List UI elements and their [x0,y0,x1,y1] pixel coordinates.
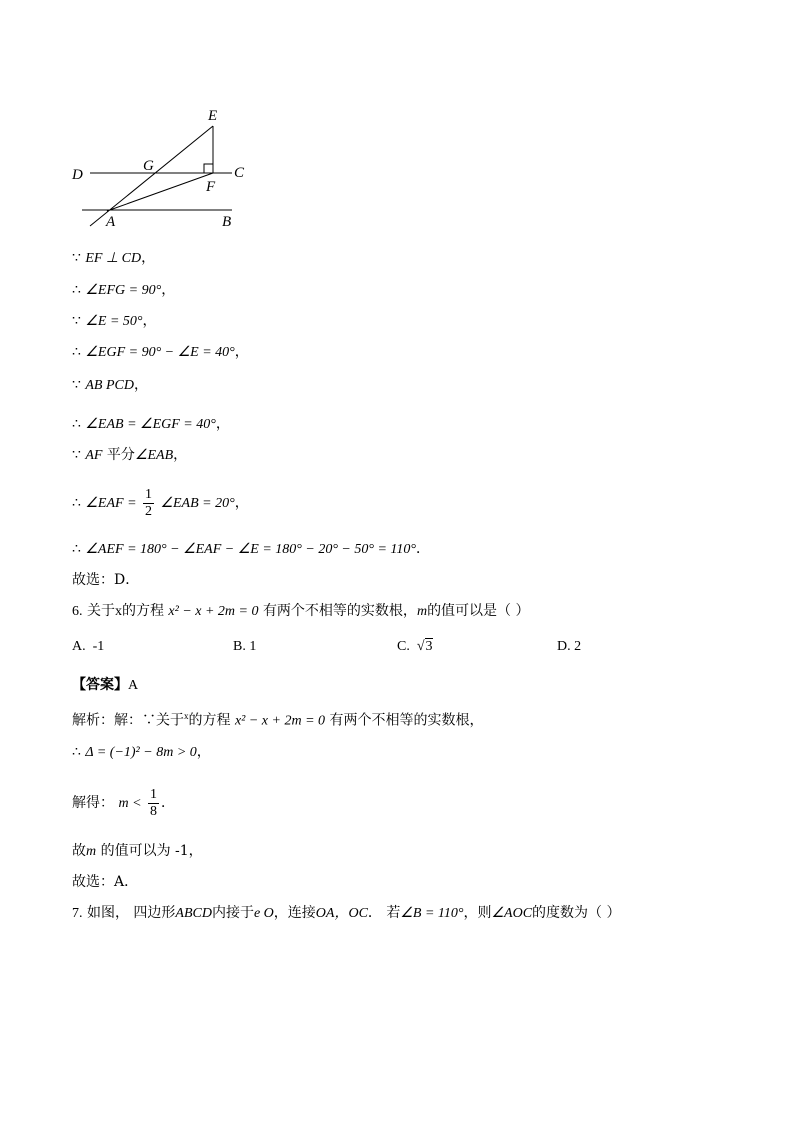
geometry-figure [66,100,256,235]
punct: ， [215,416,230,432]
math-expression: EF ⊥ CD [85,251,142,266]
fraction-denominator: 8 [149,803,157,819]
label-D: D [72,167,83,183]
option-letter: D. [557,639,571,654]
analysis-text: 的方程 [188,712,231,729]
punct: ， [161,282,176,298]
math-expression: ∠EAB = ∠EGF = 40° [85,417,216,432]
question-text: ． 若 [367,905,401,921]
figure-svg [66,100,256,235]
proof-line-8 [72,484,249,523]
label-G: G [143,158,154,174]
segments: OA，OC [315,906,368,921]
analysis-intro [72,706,483,732]
angle-aoc: ∠AOC [491,906,533,921]
question-text: 的值可以是（ ） [427,603,530,619]
option-letter: C. [397,639,410,654]
option-letter: A. [72,639,86,654]
fraction-numerator: 1 [149,786,157,802]
therefore-symbol: ∴ [72,282,81,298]
question-text: 如图， 四边形 [86,905,176,921]
question-6 [72,601,530,622]
fraction-half [143,487,154,520]
proof-line-9 [72,539,430,560]
equation: x² − x + 2m = 0 [168,604,259,619]
math-expression: ∠E = 50° [85,314,143,329]
math-expression: ∠EAB = 20° [160,496,235,511]
punct: ． [415,541,430,557]
because-symbol: ∵ [72,313,81,329]
proof-line-1 [72,248,155,269]
because-symbol: ∵ [72,250,81,266]
variable-m: m [416,604,428,619]
math-expression: ∠AEF = 180° − ∠EAF − ∠E = 180° − 20° − 50° = 110° [85,542,416,557]
punct: ， [173,447,188,463]
punct: ， [234,344,249,360]
variable-m: m [86,844,97,859]
fraction-eighth [148,787,159,820]
therefore-symbol: ∴ [72,344,81,360]
fraction-denominator: 2 [144,503,152,519]
label-C: C [234,165,245,181]
inequality: m < [118,796,142,811]
variable-x: x [184,711,189,721]
therefore-symbol: ∴ [72,416,81,432]
label-A: A [106,214,116,230]
quadrilateral-name: ABCD [175,906,212,921]
right-angle-mark [204,164,213,173]
because-symbol: ∵ [72,447,81,463]
proof-line-7 [72,445,187,466]
fraction-numerator: 1 [144,486,152,502]
question-text: ，连接 [273,905,316,921]
question-number: 7. [72,906,83,921]
answer-value: A [128,678,139,693]
analysis-delta [72,742,211,763]
discriminant-expression: Δ = (−1)² − 8m > 0 [85,745,197,760]
punct: ． [160,795,175,811]
math-expression: AB PCD [85,378,134,393]
conclusion-text: 故 [72,843,86,859]
label-B: B [222,214,232,230]
proof-line-6 [72,414,230,435]
analysis-text: 有两个不相等的实数根， [329,712,484,729]
therefore-symbol: ∴ [72,744,81,760]
question-text: 的度数为（ ） [532,905,621,921]
equation: x² − x + 2m = 0 [234,713,326,729]
answer-5: 故选：D． [72,572,140,588]
proof-line-4 [72,342,249,363]
option-value: 2 [574,639,582,654]
segment-af: AF [85,448,103,463]
because-symbol: ∵ [72,377,81,393]
answer-label: 【答案】 [72,677,128,693]
question-text: 的方程 [121,603,164,619]
math-expression: ∠EAF = [85,496,137,511]
question-text: ，则 [463,905,492,921]
math-expression: ∠EFG = 90° [85,283,162,298]
option-a [72,639,104,655]
question-number: 6. [72,604,83,619]
math-expression: ∠EGF = 90° − ∠E = 40° [85,345,235,360]
answer-choice-6: 故选：A． [72,874,139,890]
question-7 [72,903,621,924]
option-d [557,639,581,655]
punct: ， [133,377,148,393]
therefore-symbol: ∴ [72,541,81,557]
angle-eab: ∠EAB [134,448,174,463]
answer-6 [72,675,138,696]
bisects-text: 平分 [102,447,135,463]
question-text: 内接于 [211,905,254,921]
label-E: E [208,108,218,124]
analysis-text: 解析：解：∵关于 [72,712,184,729]
punct: ， [234,495,249,511]
line-af [107,173,213,211]
punct: ， [196,744,211,760]
punct: ， [142,313,157,329]
sqrt-expression: √3 [416,639,433,654]
option-c [397,639,433,655]
analysis-conclusion [72,841,203,862]
analysis-solve [72,784,175,823]
option-b [233,639,256,655]
proof-line-3 [72,311,157,332]
option-value: -1 [92,639,105,654]
question-text: 关于 [86,603,115,619]
proof-line-5 [72,375,148,396]
option-value: 1 [249,639,257,654]
question-text: 有两个不相等的实数根， [262,603,417,619]
variable-x: x [114,604,122,619]
proof-line-2 [72,280,175,301]
label-F: F [206,179,216,195]
option-value: 3 [425,639,433,654]
punct: ， [141,250,156,266]
circle-name: e O [253,906,274,921]
option-letter: B. [233,639,246,654]
therefore-symbol: ∴ [72,495,81,511]
angle-b: ∠B = 110° [400,906,464,921]
conclusion-text: 的值可以为 -1， [100,843,203,859]
solve-label: 解得： [72,795,114,811]
